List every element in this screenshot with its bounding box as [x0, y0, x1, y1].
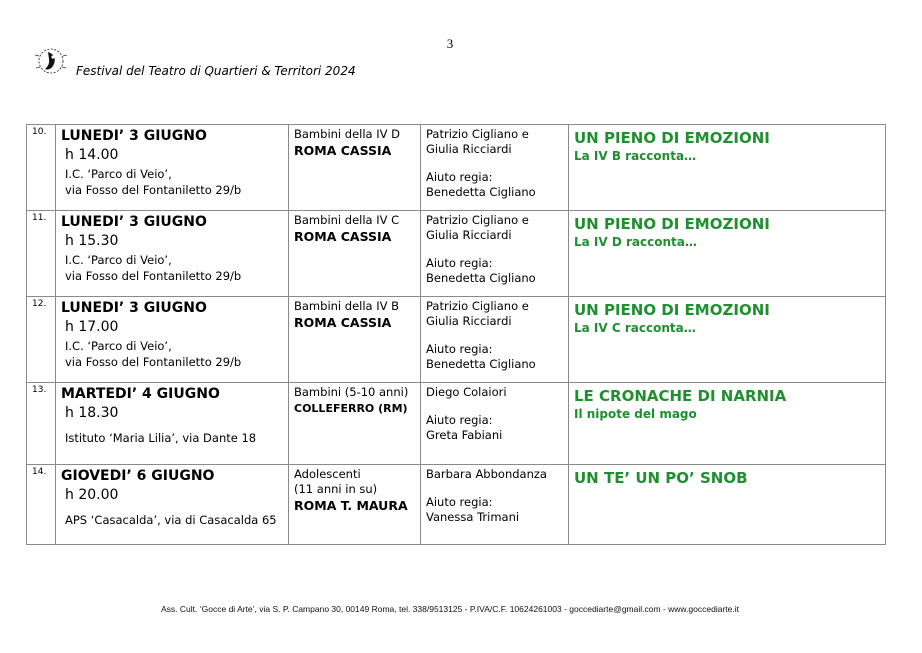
venue-address: Istituto ‘Maria Lilia’, via Dante 18 [65, 431, 257, 445]
assistant-director: Greta Fabiani [426, 428, 503, 442]
venue-line: I.C. ‘Parco di Veio’, [65, 167, 172, 181]
director-cell [421, 297, 569, 383]
table-row [27, 297, 886, 383]
event-time: h 18.30 [65, 405, 119, 421]
row-number: 12. [27, 297, 56, 383]
venue-address: APS ‘Casacalda’, via di Casacalda 65 [65, 513, 277, 527]
assistant-label: Aiuto regia: [426, 413, 493, 427]
row-number: 14. [27, 465, 56, 545]
event-date: LUNEDI’ 3 GIUGNO [61, 300, 207, 316]
schedule-table [26, 124, 886, 545]
assistant-label: Aiuto regia: [426, 256, 493, 270]
performer-city: ROMA CASSIA [294, 229, 392, 244]
venue-line: I.C. ‘Parco di Veio’, [65, 339, 172, 353]
group-cell [289, 465, 421, 545]
row-number: 10. [27, 125, 56, 211]
director-line: Patrizio Cigliano e [426, 127, 529, 141]
director-line: Patrizio Cigliano e [426, 213, 529, 227]
group-cell [289, 211, 421, 297]
table-row [27, 465, 886, 545]
performer-city: ROMA CASSIA [294, 315, 392, 330]
venue-line: I.C. ‘Parco di Veio’, [65, 253, 172, 267]
assistant-label: Aiuto regia: [426, 170, 493, 184]
table-row [27, 211, 886, 297]
director-cell [421, 211, 569, 297]
show-subtitle: La IV B racconta… [574, 149, 697, 163]
group-cell [289, 125, 421, 211]
director-line: Diego Colaiori [426, 385, 507, 399]
row-number: 13. [27, 383, 56, 465]
event-time: h 14.00 [65, 147, 119, 163]
show-title: UN PIENO DI EMOZIONI [574, 215, 770, 233]
performer-city: ROMA T. MAURA [294, 498, 408, 513]
performer-group: Adolescenti [294, 467, 361, 481]
show-title: UN PIENO DI EMOZIONI [574, 129, 770, 147]
director-line: Patrizio Cigliano e [426, 299, 529, 313]
table-row [27, 125, 886, 211]
director-line: Giulia Ricciardi [426, 228, 512, 242]
performer-group: Bambini della IV D [294, 127, 401, 141]
event-date: MARTEDI’ 4 GIUGNO [61, 386, 220, 402]
assistant-director: Benedetta Cigliano [426, 271, 536, 285]
date-cell [56, 125, 289, 211]
venue-address: via Fosso del Fontaniletto 29/b [65, 269, 242, 283]
festival-title: Festival del Teatro di Quartieri & Territori 2024 [76, 64, 356, 78]
director-cell [421, 465, 569, 545]
show-cell [569, 383, 886, 465]
performer-group: Bambini della IV C [294, 213, 400, 227]
venue-address: via Fosso del Fontaniletto 29/b [65, 183, 242, 197]
event-date: LUNEDI’ 3 GIUGNO [61, 214, 207, 230]
group-cell [289, 297, 421, 383]
table-row [27, 383, 886, 465]
director-cell [421, 125, 569, 211]
assistant-director: Vanessa Trimani [426, 510, 520, 524]
director-cell [421, 383, 569, 465]
group-cell [289, 383, 421, 465]
performer-city: ROMA CASSIA [294, 143, 392, 158]
performer-city: COLLEFERRO (RM) [294, 402, 408, 415]
assistant-label: Aiuto regia: [426, 495, 493, 509]
event-time: h 20.00 [65, 487, 119, 503]
assistant-label: Aiuto regia: [426, 342, 493, 356]
director-line: Giulia Ricciardi [426, 314, 512, 328]
performer-group: Bambini della IV B [294, 299, 400, 313]
show-title: UN PIENO DI EMOZIONI [574, 301, 770, 319]
show-cell [569, 465, 886, 545]
performer-age: (11 anni in su) [294, 482, 378, 496]
footer-contact: Ass. Cult. ‘Gocce di Arte’, via S. P. Campano 30, 00149 Roma, tel. 338/9513125 - P.IVA/C.F. 10624261003 - goccediarte@gmail.com - www.goccediarte.it [161, 604, 739, 614]
date-cell [56, 465, 289, 545]
assistant-director: Benedetta Cigliano [426, 357, 536, 371]
show-cell [569, 211, 886, 297]
show-title: UN TE’ UN PO’ SNOB [574, 469, 748, 487]
show-title: LE CRONACHE DI NARNIA [574, 387, 787, 405]
show-cell [569, 125, 886, 211]
event-time: h 17.00 [65, 319, 119, 335]
date-cell [56, 297, 289, 383]
director-line: Barbara Abbondanza [426, 467, 547, 481]
venue-address: via Fosso del Fontaniletto 29/b [65, 355, 242, 369]
performer-group: Bambini (5-10 anni) [294, 385, 409, 399]
event-date: GIOVEDI’ 6 GIUGNO [61, 468, 215, 484]
page-number: 3 [446, 36, 454, 51]
date-cell [56, 383, 289, 465]
director-line: Giulia Ricciardi [426, 142, 512, 156]
show-subtitle: Il nipote del mago [574, 407, 697, 421]
date-cell [56, 211, 289, 297]
show-cell [569, 297, 886, 383]
row-number: 11. [27, 211, 56, 297]
event-date: LUNEDI’ 3 GIUGNO [61, 128, 207, 144]
event-time: h 15.30 [65, 233, 119, 249]
show-subtitle: La IV D racconta… [574, 235, 697, 249]
show-subtitle: La IV C racconta… [574, 321, 696, 335]
festival-logo [30, 46, 72, 76]
assistant-director: Benedetta Cigliano [426, 185, 536, 199]
